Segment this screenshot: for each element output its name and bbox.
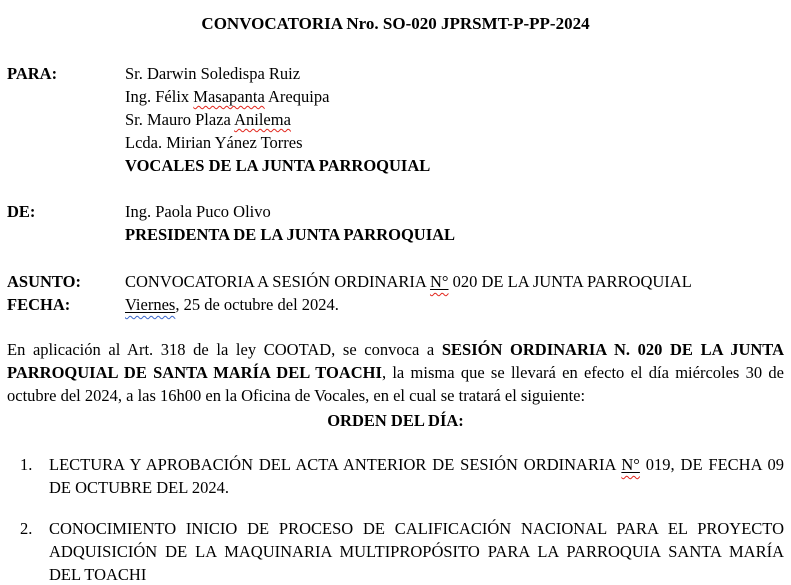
number-token-squiggled <box>621 455 640 474</box>
recipient-line <box>125 131 784 154</box>
misspelled-word: Masapanta <box>193 87 265 106</box>
subject-date-block <box>7 270 784 316</box>
intro-paragraph <box>7 338 784 407</box>
recipients-list <box>125 62 784 177</box>
number-token-squiggled <box>430 272 449 291</box>
recipient-line <box>125 108 784 131</box>
subject-text-post: 020 DE LA JUNTA PARROQUIAL <box>448 272 692 291</box>
agenda-item-2-number: 2. <box>20 519 33 538</box>
sender-block <box>7 200 784 246</box>
agenda-item-1 <box>7 453 784 499</box>
subject-text-pre: CONVOCATORIA A SESIÓN ORDINARIA <box>125 272 430 291</box>
agenda-item-2 <box>7 517 784 585</box>
recipient-name-part: Ing. Félix <box>125 87 194 106</box>
date-label: FECHA: <box>7 295 71 314</box>
document-title: CONVOCATORIA Nro. SO-020 JPRSMT-P-PP-2024 <box>201 14 590 33</box>
number-token: N° <box>621 455 640 474</box>
date-row <box>7 293 784 316</box>
sender-name: Ing. Paola Puco Olivo <box>125 202 271 221</box>
intro-post: , la misma que se llevará en efecto el día miércoles 30 de octubre del 2024, a las 16h00 en la Oficina de Vocales, en el cual se tratará el siguiente: <box>7 363 784 405</box>
sender-role: PRESIDENTA DE LA JUNTA PARROQUIAL <box>125 225 456 244</box>
recipient-name-part: Sr. Mauro Plaza <box>125 110 235 129</box>
sender-info <box>125 200 784 246</box>
recipient-name: Lcda. Mirian Yánez Torres <box>125 133 303 152</box>
subject-row <box>7 270 784 293</box>
recipients-label: PARA: <box>7 64 58 83</box>
intro-bold-session: SESIÓN ORDINARIA N. 020 DE LA JUNTA PARROQUIAL DE SANTA MARÍA DEL TOACHI <box>7 340 784 382</box>
sender-label: DE: <box>7 202 36 221</box>
intro-pre: En aplicación al Art. 318 de la ley COOTAD, se convoca a <box>7 340 442 359</box>
date-rest: , 25 de octubre del 2024. <box>175 295 339 314</box>
agenda-item-1-text-post: 019, DE FECHA 09 DE OCTUBRE DEL 2024. <box>49 455 784 497</box>
agenda-item-1-number: 1. <box>20 455 33 474</box>
subject-text <box>125 270 784 293</box>
agenda-item-2-text: CONOCIMIENTO INICIO DE PROCESO DE CALIFICACIÓN NACIONAL PARA EL PROYECTO ADQUISICIÓN DE LA MAQUINARIA MULTIPROPÓSITO PARA LA PARROQUIA SANTA MARÍA DEL TOACHI <box>49 519 784 584</box>
recipient-line <box>125 62 784 85</box>
grammar-flagged-word <box>125 295 175 314</box>
underlined-day: Viernes <box>125 295 176 314</box>
date-text <box>125 293 784 316</box>
subject-label: ASUNTO: <box>7 272 81 291</box>
agenda-item-1-text-pre: LECTURA Y APROBACIÓN DEL ACTA ANTERIOR DE SESIÓN ORDINARIA <box>49 455 622 474</box>
recipient-name: Sr. Darwin Soledispa Ruiz <box>125 64 301 83</box>
number-token: N° <box>429 272 449 291</box>
recipients-block <box>7 62 784 177</box>
recipient-name-part: Arequipa <box>264 87 330 106</box>
recipient-line <box>125 85 784 108</box>
misspelled-word: Anilema <box>234 110 291 129</box>
agenda-heading: ORDEN DEL DÍA: <box>327 411 464 430</box>
recipients-role: VOCALES DE LA JUNTA PARROQUIAL <box>125 156 431 175</box>
